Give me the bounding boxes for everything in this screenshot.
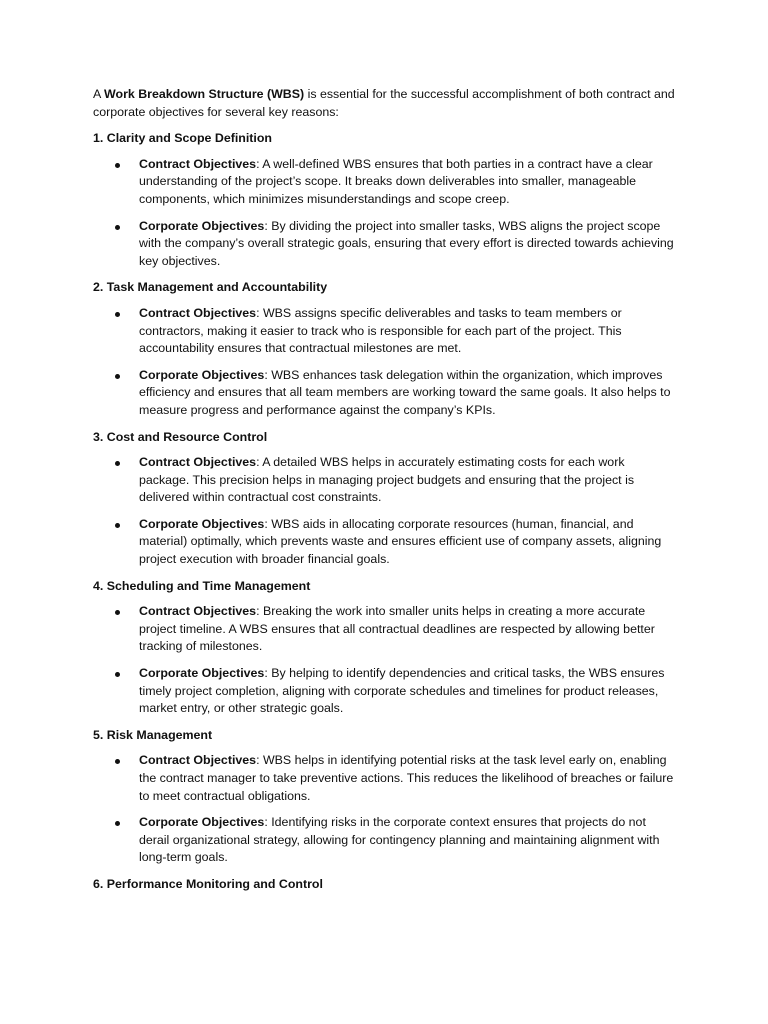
bullet-label: Corporate Objectives [139,516,265,531]
bullet-list [93,305,678,420]
bullet-text: : WBS aids in allocating corporate resources (human, financial, and material) optimally, which prevents waste and ensures efficient use of company assets, aligning project execution with broader financial goals. [139,516,662,567]
bullet-label: Contract Objectives [139,455,257,470]
bullet-label: Contract Objectives [139,305,257,320]
bullet-text: : Identifying risks in the corporate context ensures that projects do not derail organizational strategy, allowing for contingency planning and maintaining alignment with long-term goals. [139,815,660,865]
intro-paragraph [93,86,678,121]
section-3 [93,429,678,569]
bullet-text: : A well-defined WBS ensures that both parties in a contract have a clear understanding of the project’s scope. It breaks down deliverables into smaller, manageable components, which minimizes misunderstandings and scope creep. [139,156,653,206]
bullet-dot-icon [115,374,120,379]
bullet-dot-icon [115,312,120,317]
bullet-text: : By helping to identify dependencies and critical tasks, the WBS ensures timely project completion, aligning with corporate schedules and timelines for product releases, market entry, or other strategic goals. [139,666,665,716]
intro-suffix: is essential for the successful accomplishment of both contract and corporate objectives for several key reasons: [93,87,675,119]
intro-prefix: A [93,87,105,101]
section-6 [93,876,678,894]
bullet-label: Corporate Objectives [139,367,265,382]
bullet-label: Corporate Objectives [139,815,265,830]
bullet-text: : WBS enhances task delegation within the organization, which improves efficiency and ensures that all team members are working toward the same goals. It also helps to measure progress and performance against the company’s KPIs. [139,367,671,417]
section-heading: 1. Clarity and Scope Definition [93,131,273,146]
bullet-item [93,367,678,420]
bullet-item [93,454,678,507]
section-heading: 3. Cost and Resource Control [93,429,268,444]
bullet-text: : A detailed WBS helps in accurately estimating costs for each work package. This precision helps in managing project budgets and ensuring that the project is delivered within contractual cost constraints. [139,455,635,505]
bullet-list [93,603,678,718]
bullet-label: Corporate Objectives [139,218,265,233]
bullet-item [93,218,678,271]
bullet-dot-icon [115,821,120,826]
bullet-text: : By dividing the project into smaller tasks, WBS aligns the project scope with the company’s overall strategic goals, ensuring that every effort is directed towards achieving key objectives. [139,218,674,268]
section-1 [93,130,678,270]
bullet-dot-icon [115,461,120,466]
section-heading: 6. Performance Monitoring and Control [93,876,323,891]
bullet-label: Contract Objectives [139,156,257,171]
section-4 [93,578,678,718]
section-heading: 2. Task Management and Accountability [93,280,328,295]
bullet-dot-icon [115,523,120,528]
section-heading: 5. Risk Management [93,727,213,742]
bullet-list [93,752,678,867]
bullet-dot-icon [115,163,120,168]
bullet-list [93,454,678,569]
bullet-text: : Breaking the work into smaller units helps in creating a more accurate project timeline. A WBS ensures that all contractual deadlines are respected by allowing better tracking of milestones. [139,604,655,654]
bullet-list [93,156,678,271]
bullet-text: : WBS helps in identifying potential risks at the task level early on, enabling the contract manager to take preventive actions. This reduces the likelihood of breaches or failure to meet contractual obligations. [139,753,674,803]
bullet-item [93,752,678,805]
sections-container [93,130,678,893]
intro-bold-term: Work Breakdown Structure (WBS) [104,87,305,101]
bullet-item [93,305,678,358]
bullet-dot-icon [115,759,120,764]
bullet-item [93,603,678,656]
bullet-item [93,814,678,867]
bullet-dot-icon [115,225,120,230]
bullet-label: Contract Objectives [139,604,257,619]
bullet-item [93,156,678,209]
bullet-text: : WBS assigns specific deliverables and tasks to team members or contractors, making it easier to track who is responsible for each part of the project. This accountability ensures that contractual milestones are met. [139,305,622,356]
bullet-label: Corporate Objectives [139,666,265,681]
bullet-dot-icon [115,610,120,615]
bullet-item [93,665,678,718]
bullet-label: Contract Objectives [139,753,257,768]
bullet-dot-icon [115,672,120,677]
section-2 [93,279,678,419]
bullet-item [93,516,678,569]
section-heading: 4. Scheduling and Time Management [93,578,311,593]
section-5 [93,727,678,867]
